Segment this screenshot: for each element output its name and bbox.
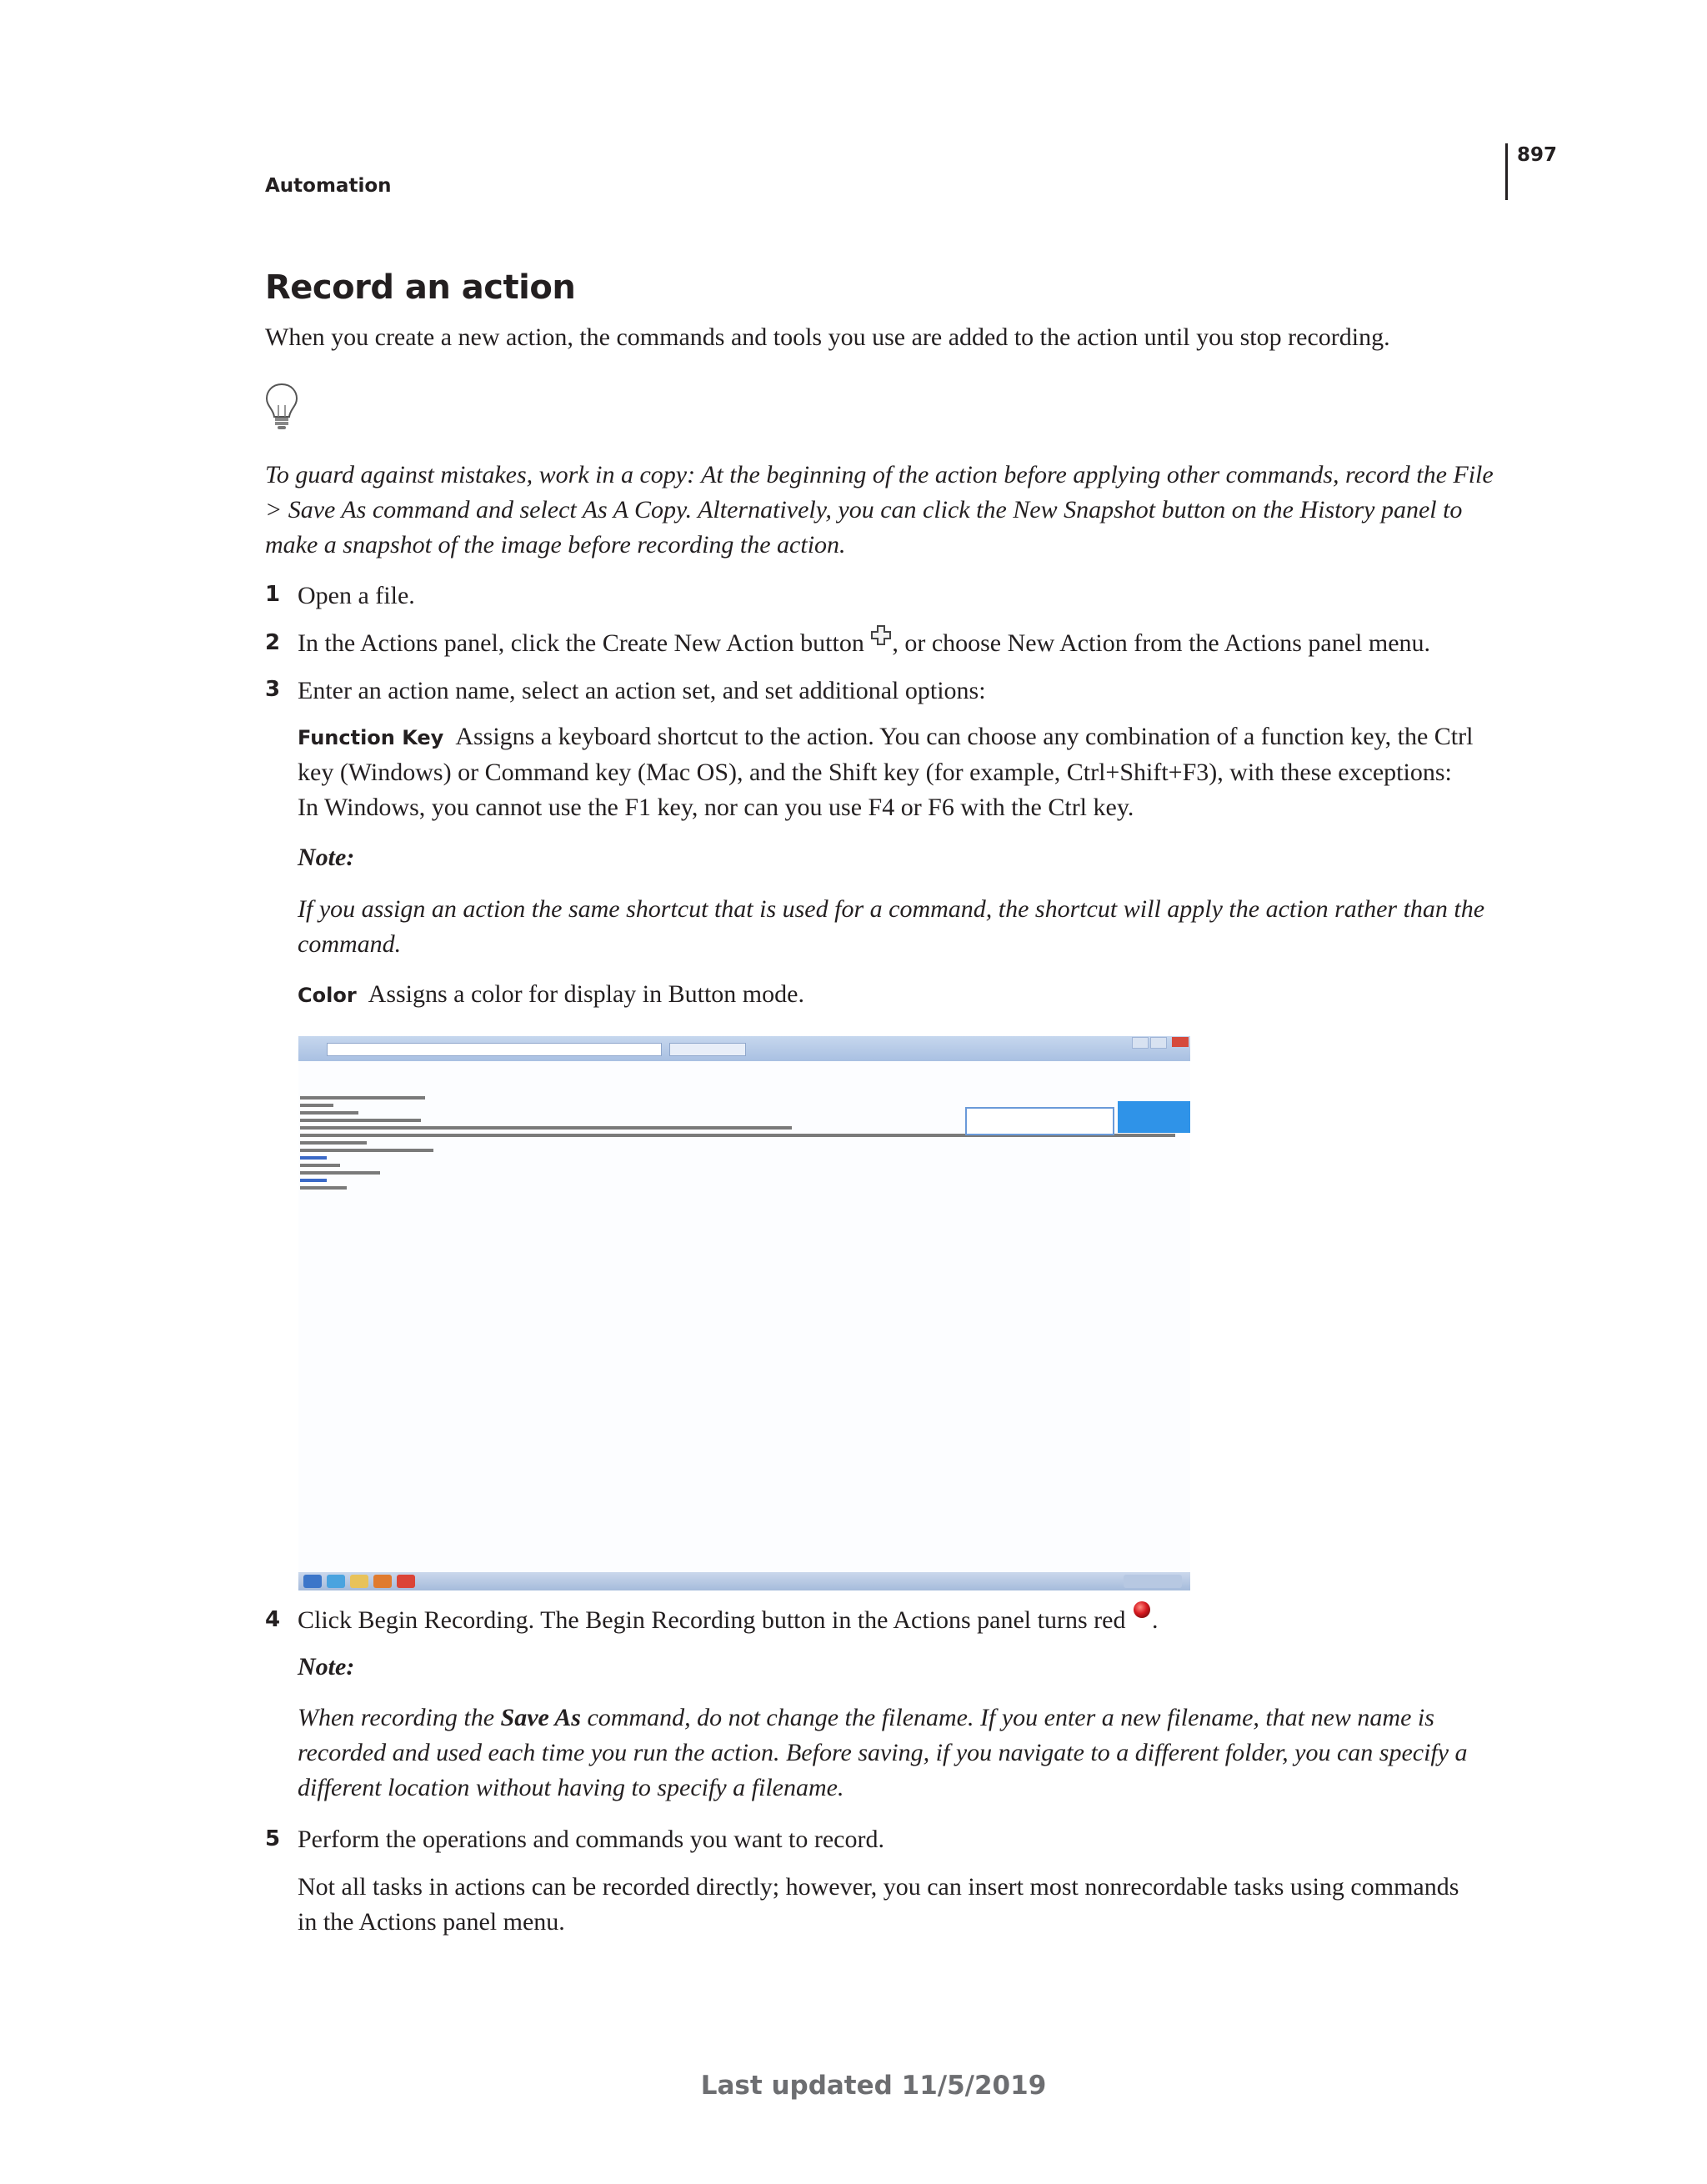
media-icon (373, 1575, 392, 1588)
page-line (300, 1186, 347, 1190)
note-paragraph (298, 892, 1498, 962)
color-description: Assigns a color for display in Button mode. (368, 980, 804, 1008)
tip-line: make a snapshot of the image before recording the action. (265, 531, 846, 559)
step-5-line: Not all tasks in actions can be recorded directly; however, you can insert most nonrecordable tasks using commands (298, 1873, 1459, 1901)
record-icon (1132, 1605, 1152, 1640)
note-line: different location without having to specify a filename. (298, 1774, 844, 1801)
browser-screenshot-figure (298, 1036, 1190, 1590)
color-term: Color (298, 984, 357, 1007)
color-option (298, 977, 1498, 1013)
system-tray (1124, 1575, 1182, 1588)
header-rule (1505, 143, 1508, 200)
browser-tab (669, 1043, 746, 1056)
browser-address-bar (327, 1043, 662, 1056)
ie-icon (327, 1575, 345, 1588)
step-number: 4 (265, 1607, 281, 1632)
step-number: 5 (265, 1826, 281, 1851)
page-line (300, 1171, 380, 1175)
step-5-text: Perform the operations and commands you want to record. (298, 1826, 884, 1853)
function-key-option (298, 719, 1498, 825)
note-paragraph (298, 1701, 1498, 1806)
note-text: command, do not change the filename. If you enter a new filename, that new name is (580, 1704, 1434, 1731)
page-title: Record an action (265, 268, 576, 307)
tip-paragraph (265, 458, 1499, 563)
lightbulb-icon (263, 382, 300, 432)
step-1-text: Open a file. (298, 582, 415, 609)
step-number: 3 (265, 677, 281, 702)
note-line: command. (298, 930, 402, 958)
note-emphasis: Save As (500, 1704, 581, 1731)
start-icon (303, 1575, 322, 1588)
page-line (300, 1141, 367, 1145)
page-number: 897 (1517, 144, 1558, 166)
page-link (300, 1179, 327, 1182)
note-label: Note: (298, 1653, 355, 1681)
intro-paragraph: When you create a new action, the commands and tools you use are added to the action until you stop recording. (265, 323, 1390, 351)
function-key-line: In Windows, you cannot use the F1 key, nor can you use F4 or F6 with the Ctrl key. (298, 794, 1134, 821)
feedback-panel (1118, 1101, 1190, 1133)
page-line (300, 1149, 433, 1152)
page-line (300, 1104, 333, 1107)
function-key-line: Assigns a keyboard shortcut to the action. You can choose any combination of a function key, the Ctrl (455, 723, 1474, 750)
section-name: Automation (265, 175, 392, 197)
new-action-icon (870, 628, 892, 663)
function-key-line: key (Windows) or Command key (Mac OS), and the Shift key (for example, Ctrl+Shift+F3), with these exceptions: (298, 759, 1452, 786)
folder-icon (350, 1575, 368, 1588)
tip-line: > Save As command and select As A Copy. Alternatively, you can click the New Snapshot button on the History panel to (265, 496, 1463, 523)
windows-taskbar (298, 1572, 1190, 1590)
note-label: Note: (298, 844, 355, 871)
step-2-text-before: In the Actions panel, click the Create New Action button (298, 629, 864, 657)
function-key-term: Function Key (298, 726, 444, 749)
step-3-text: Enter an action name, select an action set, and set additional options: (298, 677, 986, 704)
step-number: 2 (265, 630, 281, 655)
footer-last-updated: Last updated 11/5/2019 (700, 2071, 1047, 2101)
step-4-text-body: Click Begin Recording. The Begin Recording button in the Actions panel turns red (298, 1606, 1126, 1634)
step-2-text (298, 626, 1498, 663)
page-link (300, 1156, 327, 1160)
page-line (300, 1096, 425, 1100)
feedback-input (965, 1107, 1114, 1135)
step-4-text (298, 1603, 1498, 1640)
note-text: When recording the (298, 1704, 501, 1731)
close-icon (1172, 1037, 1189, 1047)
step-4-text-end: . (1151, 1606, 1159, 1634)
page-line (300, 1126, 792, 1130)
maximize-icon (1150, 1037, 1167, 1049)
step-number: 1 (265, 582, 281, 607)
minimize-icon (1132, 1037, 1149, 1049)
note-line: recorded and used each time you run the action. Before saving, if you navigate to a different folder, you can specify a (298, 1739, 1468, 1766)
step-2-text-after: , or choose New Action from the Actions panel menu. (892, 629, 1431, 657)
chrome-icon (397, 1575, 415, 1588)
page-line (300, 1164, 340, 1167)
note-line: If you assign an action the same shortcut that is used for a command, the shortcut will apply the action rather than the (298, 895, 1485, 923)
tip-line: To guard against mistakes, work in a copy: At the beginning of the action before applying other commands, record the File (265, 461, 1494, 488)
page-line (300, 1111, 358, 1115)
step-5-paragraph (298, 1870, 1498, 1940)
page-line (300, 1119, 421, 1122)
step-5-line: in the Actions panel menu. (298, 1908, 565, 1936)
